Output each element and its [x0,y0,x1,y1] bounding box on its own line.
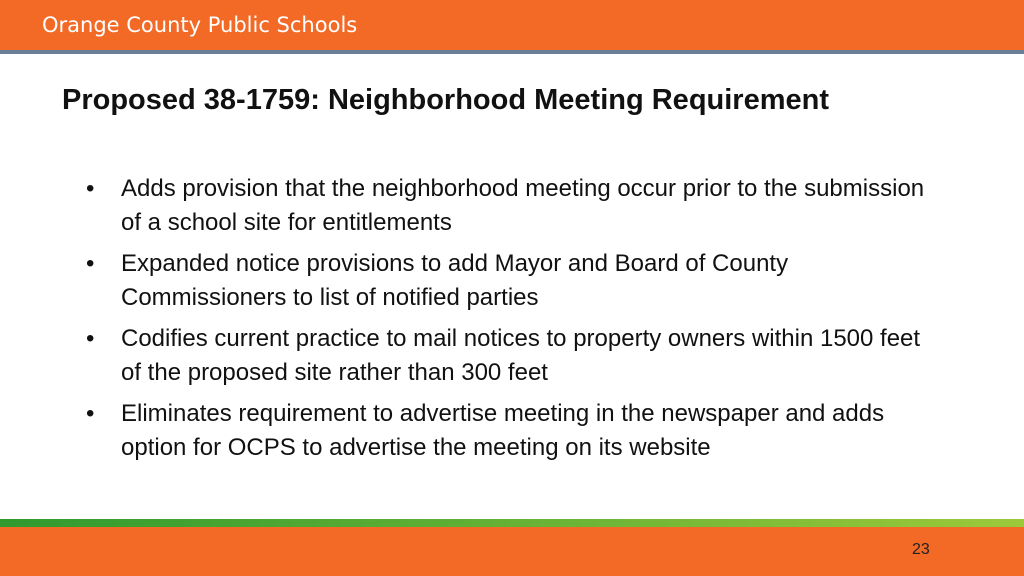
footer-accent-stripe [0,519,1024,527]
bullet-item [84,322,944,390]
bullet-text: Codifies current practice to mail notices to property owners within 1500 feet of the proposed site rather than 300 feet [121,325,921,386]
header-divider [0,50,1024,54]
bullet-text: Adds provision that the neighborhood meeting occur prior to the submission of a school site for entitlements [121,175,925,236]
bullet-dot-icon: • [86,250,95,277]
footer-bar [0,527,1024,576]
slide-title: Proposed 38-1759: Neighborhood Meeting Requirement [62,84,829,116]
page-number: 23 [912,541,930,558]
bullet-item [84,172,944,240]
header-title: Orange County Public Schools [42,13,358,37]
bullet-dot-icon: • [86,325,95,352]
bullet-item [84,397,944,465]
bullet-text: Eliminates requirement to advertise meeting in the newspaper and adds option for OCPS to advertise the meeting on its website [121,400,885,461]
header-bar [0,0,1024,50]
bullet-dot-icon: • [86,175,95,202]
bullet-item [84,247,944,315]
bullet-list [84,172,944,472]
bullet-text: Expanded notice provisions to add Mayor and Board of County Commissioners to list of notified parties [121,250,789,311]
bullet-dot-icon: • [86,400,95,427]
